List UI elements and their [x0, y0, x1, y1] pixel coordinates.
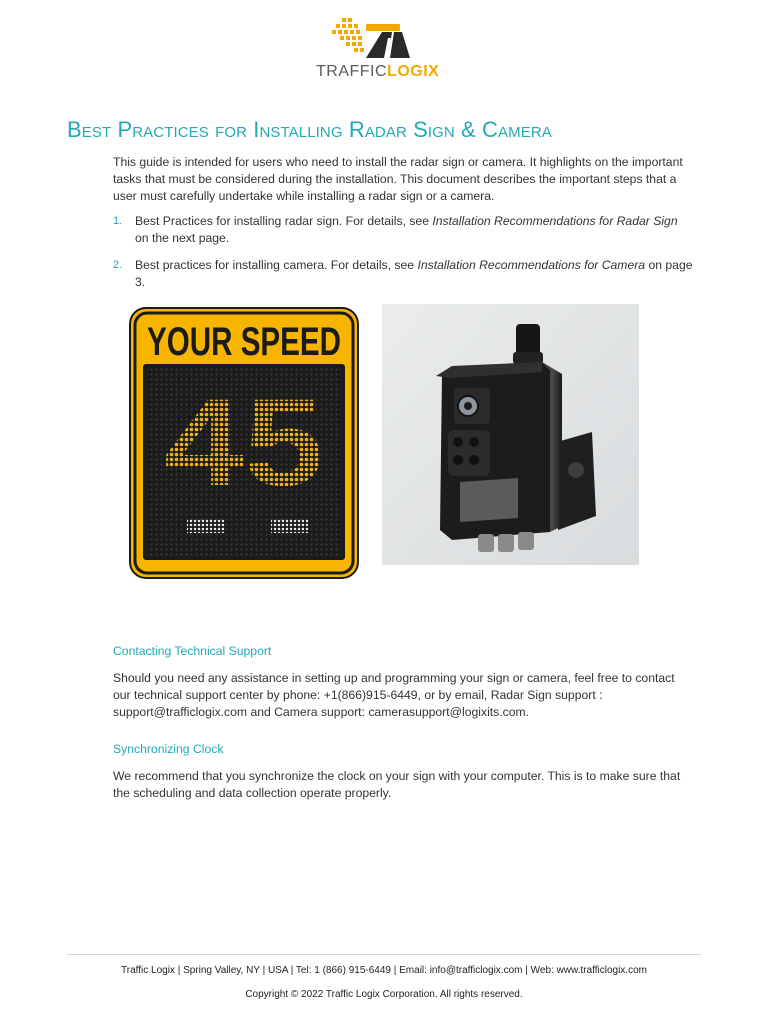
- sign-speed-display: [164, 374, 324, 512]
- svg-text:YOUR SPEED: YOUR SPEED: [147, 320, 341, 364]
- camera-image: [382, 304, 639, 565]
- support-heading: Contacting Technical Support: [113, 644, 272, 658]
- step-suffix: on page 3.: [135, 258, 693, 289]
- page-title: Best Practices for Installing Radar Sign & Camera: [67, 117, 552, 142]
- clock-paragraph: We recommend that you synchronize the clock on your sign with your computer. This is to make sure that the scheduling and data collection operate properly.: [113, 769, 681, 800]
- steps-list: [113, 213, 693, 301]
- step-text: Best Practices for installing radar sign. For details, see: [135, 214, 433, 228]
- footer-copyright: Copyright © 2022 Traffic Logix Corporation. All rights reserved.: [245, 989, 523, 1000]
- sign-heading: [147, 320, 341, 364]
- brand-part-logix: LOGIX: [387, 63, 440, 80]
- list-number: 1.: [113, 215, 123, 227]
- intro-paragraph: This guide is intended for users who need to install the radar sign or camera. It highlights on the important tasks that must be considered during the installation. This document describes the important steps that a user must carefully undertake while installing a radar sign or a camera.: [113, 155, 683, 203]
- footer-contact: Traffic Logix | Spring Valley, NY | USA | Tel: 1 (866) 915-6449 | Email: info@trafficlogix.com | Web: www.trafficlogix.com: [121, 965, 647, 976]
- support-paragraph: Should you need any assistance in setting up and programming your sign or camera, feel free to contact our technical support center by phone: +1(866)915-6449, or by email, Radar Sign support : support@trafficlogix.com and Camera support: camerasupport@logixits.com.: [113, 671, 675, 719]
- step-text: Best practices for installing camera. For details, see: [135, 258, 418, 272]
- step-reference-link[interactable]: Installation Recommendations for Camera: [417, 258, 646, 272]
- list-item: [113, 213, 693, 247]
- list-item: [113, 257, 693, 291]
- radar-sign-image: [129, 307, 359, 579]
- brand-part-traffic: TRAFFIC: [316, 63, 388, 80]
- logo-mark-icon: [328, 14, 424, 62]
- svg-text:45: 45: [164, 374, 324, 512]
- clock-heading: Synchronizing Clock: [113, 742, 224, 756]
- brand-wordmark: [316, 63, 440, 81]
- footer-divider: [67, 954, 701, 955]
- traffic-logix-logo: [316, 14, 440, 82]
- step-suffix: on the next page.: [135, 231, 230, 245]
- step-reference-link[interactable]: Installation Recommendations for Radar Sign: [432, 214, 678, 228]
- list-number: 2.: [113, 259, 123, 271]
